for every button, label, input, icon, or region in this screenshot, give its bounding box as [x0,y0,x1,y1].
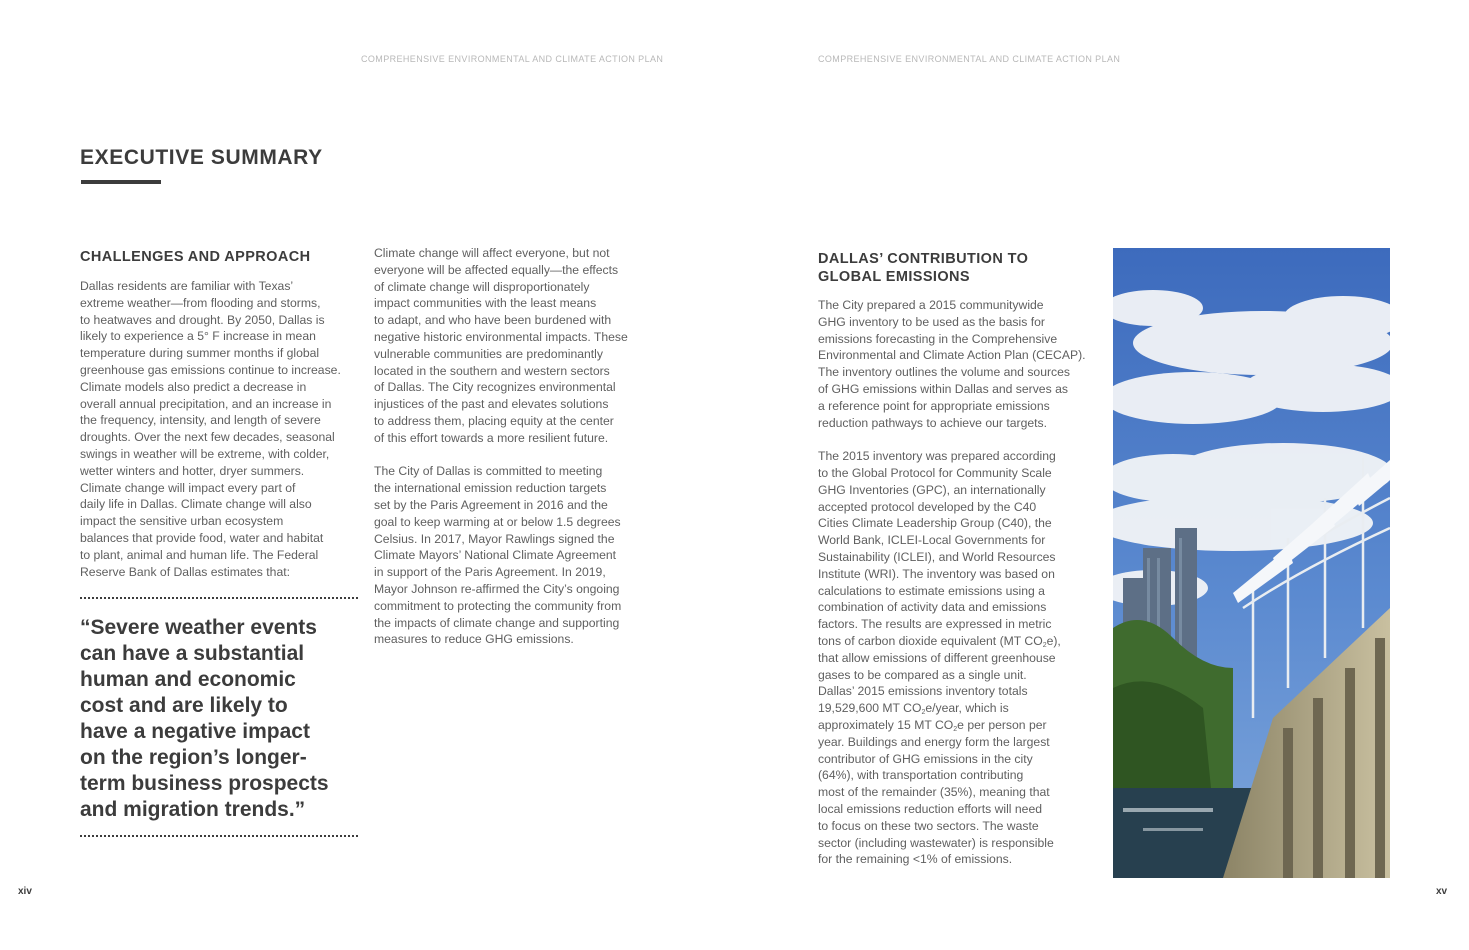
subscript-2: 2 [1042,641,1047,649]
page-title: EXECUTIVE SUMMARY [80,146,323,169]
equity-paragraph: Climate change will affect everyone, but not everyone will be affected equally—the effects of climate change will disproportionately impact communities with the least means to adapt, and who have been burdened with negative historic environmental impacts. These vulnerable communities are predominantly located in the southern and western sectors of Dallas. The City recognizes environmental injustices of the past and elevates solutions to address them, placing equity at the center of this effort towards a more resilient future. [374,246,628,445]
quote-divider-bottom [80,835,358,837]
protocol-text-c: e/year, which is approximately 15 MT CO [818,701,1009,732]
dallas-bridge-photo [1113,248,1390,878]
protocol-paragraph [818,448,1103,868]
running-head-right: COMPREHENSIVE ENVIRONMENTAL AND CLIMATE ACTION PLAN [818,54,1121,64]
inventory-paragraph: The City prepared a 2015 communitywide GHG inventory to be used as the basis for emissions forecasting in the Comprehensive Environmental and Climate Action Plan (CECAP). The inventory outlines the volume and sources of GHG emissions within Dallas and serves as a reference point for appropriate emissions reduction pathways to achieve our targets. [818,298,1086,430]
challenges-heading: CHALLENGES AND APPROACH [80,249,311,265]
challenges-body: Dallas residents are familiar with Texas’ extreme weather—from flooding and storms, to heatwaves and drought. By 2050, Dallas is likely to experience a 5° F increase in mean temperature during summer months if global greenhouse gas emissions continue to increase. Climate models also predict a decrease in overall annual precipitation, and an increase in the frequency, intensity, and length of severe droughts. Over the next few decades, seasonal swings in weather will be extreme, with colder, wetter winters and hotter, dryer summers. Climate change will impact every part of daily life in Dallas. Climate change will also impact the sensitive urban ecosystem balances that provide food, water and habitat to plant, animal and human life. The Federal Reserve Bank of Dallas estimates that: [80,279,341,579]
equity-column [374,245,654,648]
quote-divider-top [80,597,358,599]
contribution-column [818,250,1103,868]
page-number-left: xiv [18,886,32,897]
protocol-text-d: e per person per year. Buildings and energy form the largest contributor of GHG emissions in the city (64%), with transportation contributing most of the remainder (35%), meaning that local emissions reduction efforts will need to focus on these two sectors. The waste sector (including wastewater) is responsible for the remaining <1% of emissions. [818,717,1054,867]
title-underline [81,180,161,184]
protocol-text-a: The 2015 inventory was prepared according to the Global Protocol for Community Scale GHG Inventories (GPC), an internationally accepted protocol developed by the C40 Cities Climate Leadership Group (C40), the World Bank, ICLEI-Local Governments for Sustainability (ICLEI), and World Resources Institute (WRI). The inventory was based on calculations to estimate emissions using a combination of activity data and emissions factors. The results are expressed in metric tons of carbon dioxide equivalent (MT CO [818,449,1056,648]
subscript-2: 2 [953,725,958,733]
page-number-right: xv [1436,886,1448,897]
running-head-left: COMPREHENSIVE ENVIRONMENTAL AND CLIMATE ACTION PLAN [361,54,664,64]
challenges-column [80,248,365,837]
contribution-heading: DALLAS’ CONTRIBUTION TO GLOBAL EMISSIONS [818,251,1029,285]
paris-agreement-paragraph: The City of Dallas is committed to meeting the international emission reduction targets set by the Paris Agreement in 2016 and the goal to keep warming at or below 1.5 degrees Celsius. In 2017, Mayor Rawlings signed the Climate Mayors’ National Climate Agreement in support of the Paris Agreement. In 2019, Mayor Johnson re-affirmed the City’s ongoing commitment to protecting the community from the impacts of climate change and supporting measures to reduce GHG emissions. [374,464,622,647]
protocol-text-b: e), that allow emissions of different greenhouse gases to be compared as a single unit. Dallas’ 2015 emissions inventory totals 19,529,600 MT CO [818,633,1061,716]
pull-quote: “Severe weather events can have a substantial human and economic cost and are likely to have a negative impact on the region’s longer- term business prospects and migration trends.” [80,616,329,822]
subscript-2: 2 [921,709,926,717]
